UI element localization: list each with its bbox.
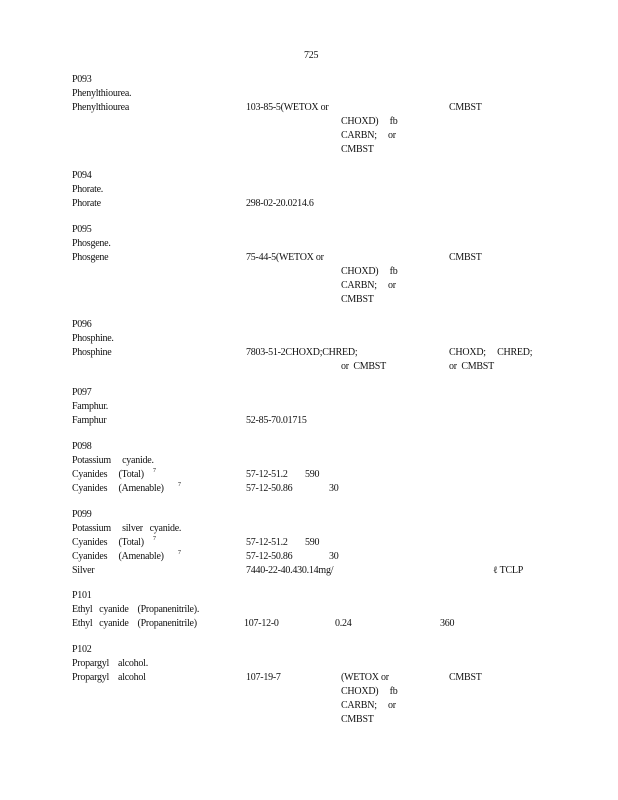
constituent-name: Ethyl cyanide (Propanenitrile) bbox=[72, 618, 197, 629]
cas-number: 57-12-51.2 bbox=[246, 469, 288, 480]
technology-code: or CMBST bbox=[341, 361, 386, 372]
nonwastewater-standard: or CMBST bbox=[449, 361, 494, 372]
nonwastewater-standard: CMBST bbox=[449, 252, 482, 263]
constituent-name: Cyanides (Amenable) bbox=[72, 483, 164, 494]
constituent-name: Propargyl alcohol bbox=[72, 672, 146, 683]
constituent-name: Phenylthiourea bbox=[72, 102, 130, 113]
waste-name: Famphur. bbox=[72, 401, 109, 412]
cas-number: 57-12-50.86 bbox=[246, 551, 293, 562]
waste-code: P097 bbox=[72, 387, 92, 398]
waste-name: Phosphine. bbox=[72, 333, 114, 344]
waste-name: Phorate. bbox=[72, 184, 104, 195]
cas-number: 107-12-0 bbox=[244, 618, 279, 629]
nonwastewater-standard: CMBST bbox=[449, 672, 482, 683]
cas-number: 57-12-51.2 bbox=[246, 537, 288, 548]
waste-name: Phenylthiourea. bbox=[72, 88, 132, 99]
technology-code: CHOXD) fb CARBN; or CMBST bbox=[341, 266, 398, 305]
cas-number: 107-19-7 bbox=[246, 672, 281, 683]
waste-name: Potassium silver cyanide. bbox=[72, 523, 182, 534]
nonwastewater-standard: CMBST bbox=[449, 102, 482, 113]
cas-number: 7440-22-40.430.14mg/ bbox=[246, 565, 334, 576]
cas-number: 298-02-20.0214.6 bbox=[246, 198, 314, 209]
waste-code: P101 bbox=[72, 590, 92, 601]
constituent-name: Cyanides (Amenable) bbox=[72, 551, 164, 562]
constituent-name: Cyanides (Total) bbox=[72, 537, 144, 548]
waste-code: P098 bbox=[72, 441, 92, 452]
cas-number: 103-85-5(WETOX or bbox=[246, 102, 329, 113]
footnote-marker: 7 bbox=[178, 550, 181, 556]
cas-number: 52-85-70.01715 bbox=[246, 415, 307, 426]
technology-code: CHOXD) fb CARBN; or CMBST bbox=[341, 116, 398, 155]
waste-name: Phosgene. bbox=[72, 238, 111, 249]
waste-code: P093 bbox=[72, 74, 92, 85]
nonwastewater-standard: CHOXD; CHRED; bbox=[449, 347, 533, 358]
constituent-name: Silver bbox=[72, 565, 95, 576]
waste-name: Propargyl alcohol. bbox=[72, 658, 148, 669]
waste-code: P094 bbox=[72, 170, 92, 181]
wastewater-standard: 0.24 bbox=[335, 618, 352, 629]
cas-number: 57-12-50.86 bbox=[246, 483, 293, 494]
waste-code: P102 bbox=[72, 644, 92, 655]
waste-code: P096 bbox=[72, 319, 92, 330]
waste-name: Ethyl cyanide (Propanenitrile). bbox=[72, 604, 200, 615]
footnote-marker: 7 bbox=[178, 482, 181, 488]
cas-number: 7803-51-2CHOXD;CHRED; bbox=[246, 347, 358, 358]
waste-code: P099 bbox=[72, 509, 92, 520]
constituent-name: Phosphine bbox=[72, 347, 112, 358]
wastewater-standard: 30 bbox=[329, 551, 339, 562]
footnote-marker: 7 bbox=[153, 536, 156, 542]
constituent-name: Cyanides (Total) bbox=[72, 469, 144, 480]
technology-code: (WETOX or CHOXD) fb CARBN; or CMBST bbox=[341, 672, 398, 725]
constituent-name: Famphur bbox=[72, 415, 107, 426]
footnote-marker: 7 bbox=[153, 468, 156, 474]
nonwastewater-standard: 360 bbox=[440, 618, 455, 629]
constituent-name: Phorate bbox=[72, 198, 101, 209]
waste-name: Potassium cyanide. bbox=[72, 455, 154, 466]
wastewater-standard: 590 bbox=[305, 469, 320, 480]
wastewater-standard: 30 bbox=[329, 483, 339, 494]
cas-number: 75-44-5(WETOX or bbox=[246, 252, 324, 263]
wastewater-standard: 590 bbox=[305, 537, 320, 548]
waste-code: P095 bbox=[72, 224, 92, 235]
constituent-name: Phosgene bbox=[72, 252, 109, 263]
tclp-unit: ℓ TCLP bbox=[493, 565, 524, 576]
page-number: 725 bbox=[304, 50, 319, 61]
